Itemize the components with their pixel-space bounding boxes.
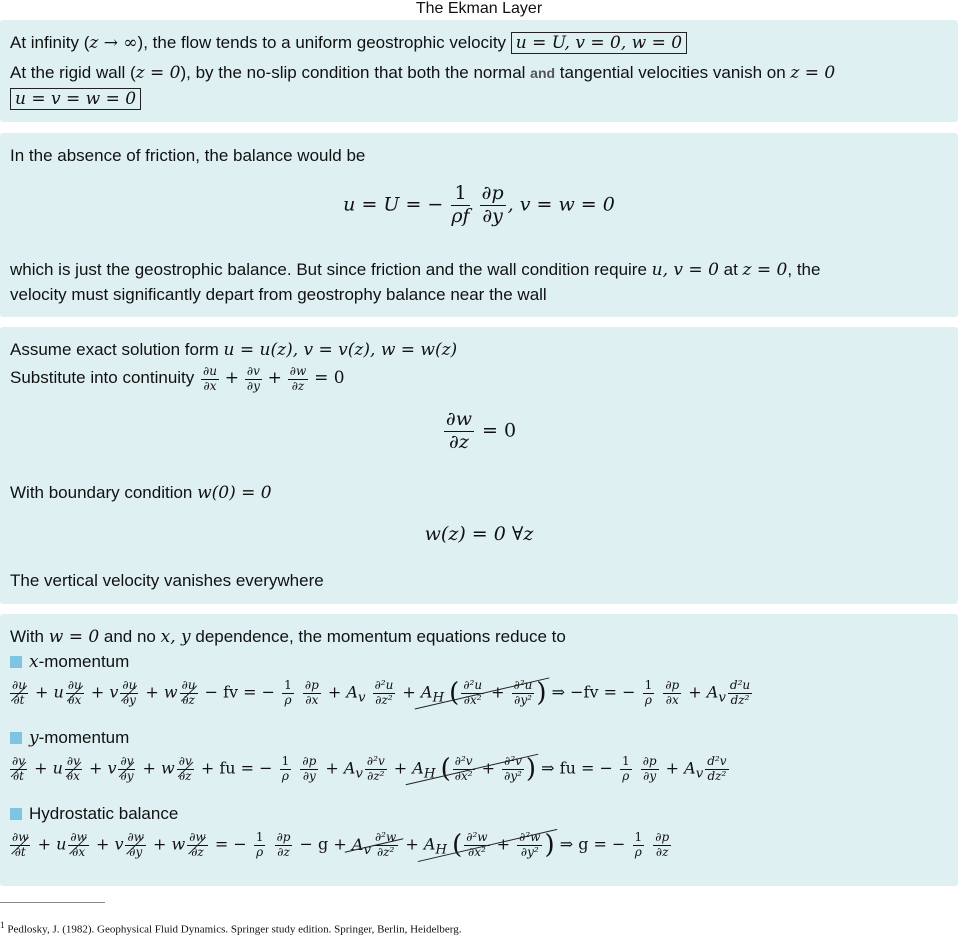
geostrophic-velocity-boxed: u = U, v = 0, w = 0 (511, 32, 687, 54)
y-momentum-equation: $\frac{\partial v}{\partial t}$ + u $\frac{\partial v}{\partial x}$ + v $\frac{\partial v}{\partial y}$ + w $\frac{\partial v}{\partial z}$ + fu = − $\frac{1}{\rho}$ $\frac{\partial p}{\partial y}$ + $A_v$ $\frac{\text{∂²v}}{\text{∂z²}}$ + $A_H$ ( $\frac{\text{∂²v}}{\text{∂x²}}$ + $\frac{\text{∂²v}}{\text{∂y²}}$ ) ⇒ fu = − $\frac{1}{\rho}$ $\frac{\partial p}{\partial y}$ + $A_v$ $\frac{\text{d²v}}{\text{dz²}}$ (12, 753, 727, 784)
boundary-conditions-box (0, 20, 958, 122)
boundary-condition-line: With boundary condition w(0) = 0 (10, 483, 272, 503)
x-momentum-bullet-icon (10, 656, 22, 668)
footnote: $^1$ Pedlosky, J. (1982). Geophysical Fluid Dynamics. Springer study edition. Springer, Berlin, Heidelberg. (0, 920, 462, 936)
hydrostatic-equation: $\frac{\partial w}{\partial t}$ + u $\frac{\partial w}{\partial x}$ + v $\frac{\partial w}{\partial y}$ + w $\frac{\partial w}{\partial z}$ = − $\frac{1}{\rho}$ $\frac{\partial p}{\partial z}$ − $g + A_v$ $\frac{\text{∂²w}}{\text{∂z²}}$ + $A_H$ ( $\frac{\text{∂²w}}{\text{∂x²}}$ + $\frac{\text{∂²w}}{\text{∂y²}}$ ) ⇒ g = − $\frac{1}{\rho}$ $\frac{\partial p}{\partial z}$ (12, 829, 670, 860)
frictionless-intro: In the absence of friction, the balance would be (10, 146, 366, 165)
momentum-intro: With w = 0 and no x, y dependence, the momentum equations reduce to (10, 627, 566, 647)
footnote-divider (0, 902, 105, 903)
momentum-box (0, 614, 958, 886)
geostrophy-text-line1: which is just the geostrophic balance. But since friction and the wall condition require u, v = 0 at z = 0, the (10, 260, 821, 280)
geostrophy-text-line2: velocity must significantly depart from geostrophy balance near the wall (10, 285, 547, 304)
vertical-velocity-conclusion: The vertical velocity vanishes everywhere (10, 571, 324, 590)
infinity-condition-line: At infinity (z → ∞), the flow tends to a uniform geostrophic velocity u = U, v = 0, w = 0 (10, 32, 687, 54)
hydrostatic-label: Hydrostatic balance (10, 803, 178, 825)
continuity-box (0, 327, 958, 604)
wall-condition-line: At the rigid wall (z = 0), by the no-slip condition that both the normal and tangential velocities vanish on z = 0 (10, 63, 836, 83)
y-momentum-label: y-momentum (10, 727, 129, 749)
no-slip-boxed: u = v = w = 0 (10, 88, 141, 110)
x-momentum-equation: $\frac{\partial u}{\partial t}$ + u $\frac{\partial u}{\partial x}$ + v $\frac{\partial u}{\partial y}$ + w $\frac{\partial u}{\partial z}$ − fv = − $\frac{1}{\rho}$ $\frac{\partial p}{\partial x}$ + $A_v$ $\frac{\text{∂²u}}{\text{∂z²}}$ + $A_H$ ( $\frac{\text{∂²u}}{\text{∂x²}}$ + $\frac{\text{∂²u}}{\text{∂y²}}$ ) ⇒ −fv = − $\frac{1}{\rho}$ $\frac{\partial p}{\partial x}$ + $A_v$ $\frac{\text{d²u}}{\text{dz²}}$ (12, 677, 751, 708)
hydrostatic-bullet-icon (10, 808, 22, 820)
continuity-line: Substitute into continuity $\frac{\partial u}{\partial x}$ + $\frac{\partial v}{\partial y}$ + $\frac{\partial w}{\partial z}$ = 0 (10, 364, 345, 393)
page-title: The Ekman Layer (415, 0, 543, 17)
frictionless-balance-box (0, 133, 958, 317)
x-momentum-label: x-momentum (10, 651, 129, 673)
dw-dz-equation: $\frac{\partial w}{\partial z}$ = 0 (445, 408, 517, 453)
geostrophic-equation: u = U = − $\frac{1}{\rho f}$ $\frac{\partial p}{\partial y}$ , v = w = 0 (343, 182, 615, 227)
assume-solution-line: Assume exact solution form u = u(z), v = v(z), w = w(z) (10, 340, 458, 360)
y-momentum-bullet-icon (10, 732, 22, 744)
w-zero-equation: w(z) = 0 ∀z (424, 523, 534, 545)
no-slip-boxed-line (10, 88, 141, 110)
